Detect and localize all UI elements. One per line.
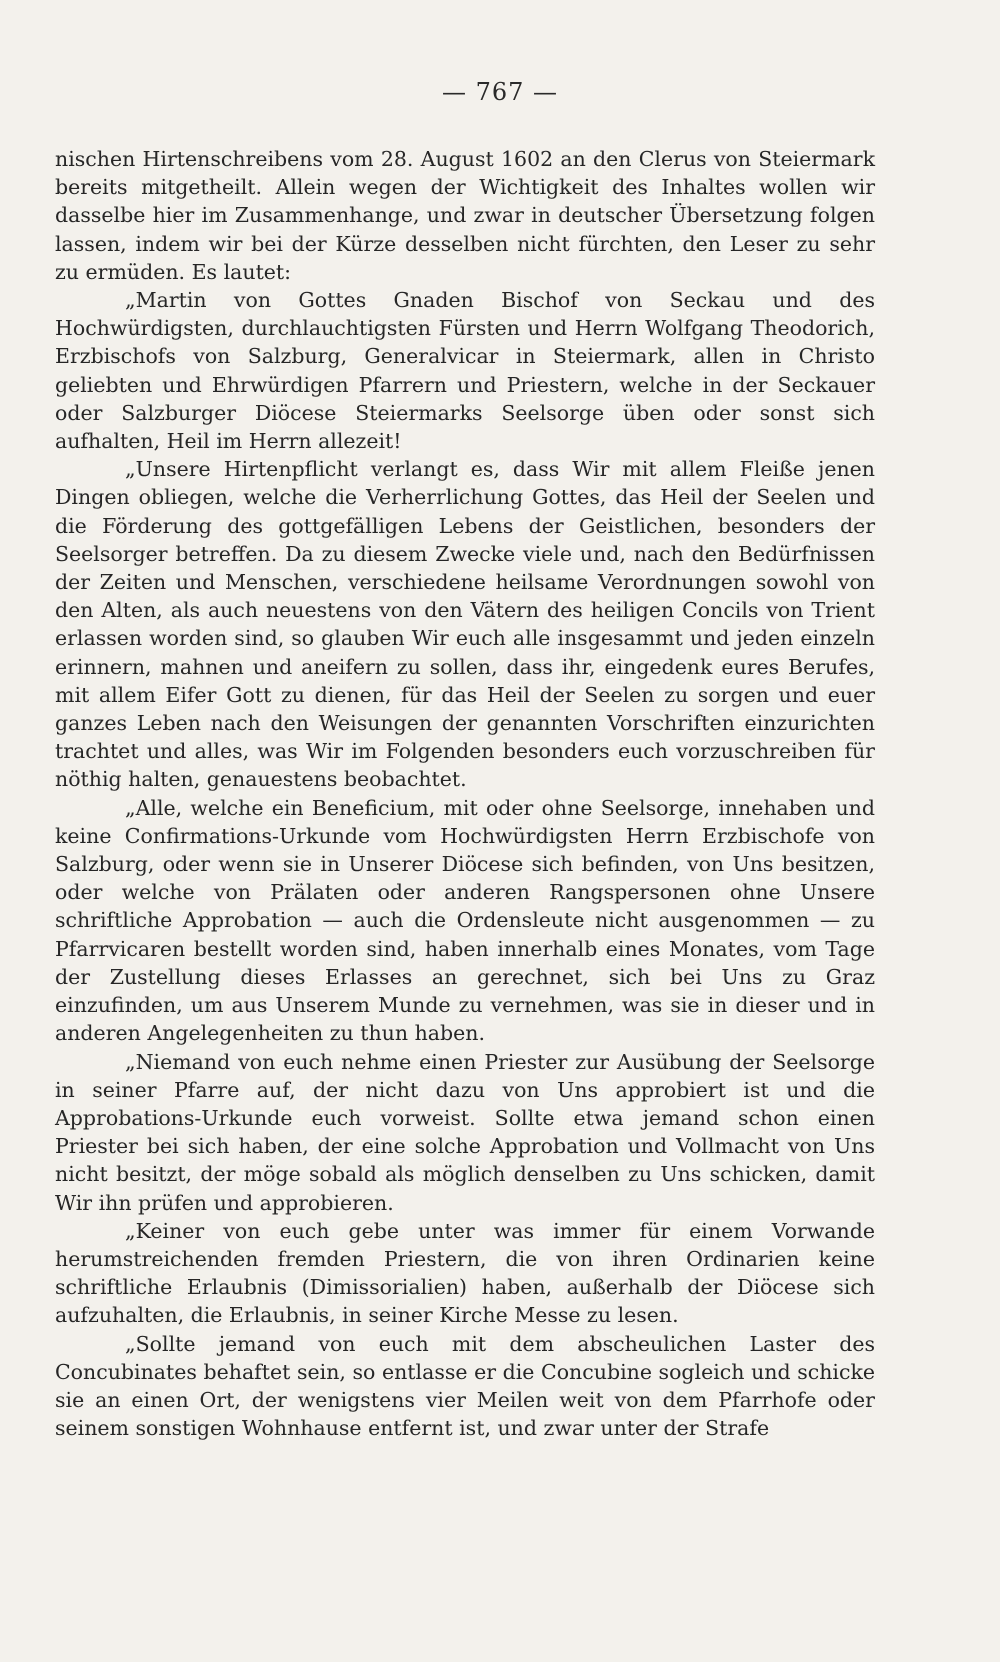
paragraph: „Keiner von euch gebe unter was immer für einem Vorwande herumstreichenden fremden Priestern, die von ihren Ordinarien keine schriftliche Erlaubnis (Dimissorialien) haben, außerhalb der Diöcese sich aufzuhalten, die Erlaubnis, in seiner Kirche Messe zu lesen. xyxy=(55,1218,875,1328)
paragraph: „Niemand von euch nehme einen Priester zur Ausübung der Seelsorge in seiner Pfarre auf, der nicht dazu von Uns approbiert ist und die Approbations-Urkunde euch vorweist. Sollte etwa jemand schon einen Priester bei sich haben, der eine solche Approbation und Vollmacht von Uns nicht besitzt, der möge sobald als möglich denselben zu Uns schicken, damit Wir ihn prüfen und approbieren. xyxy=(55,1049,875,1215)
body-text xyxy=(55,145,875,1442)
paragraph: nischen Hirtenschreibens vom 28. August 1602 an den Clerus von Steiermark bereits mitgetheilt. Allein wegen der Wichtigkeit des Inhaltes wollen wir dasselbe hier im Zusammenhange, und zwar in deutscher Übersetzung folgen lassen, indem wir bei der Kürze desselben nicht fürchten, den Leser zu sehr zu ermüden. Es lautet: xyxy=(55,147,875,284)
paragraph: „Martin von Gottes Gnaden Bischof von Seckau und des Hochwürdigsten, durchlauchtigsten Fürsten und Herrn Wolfgang Theodorich, Erzbischofs von Salzburg, Generalvicar in Steiermark, allen in Christo geliebten und Ehrwürdigen Pfarrern und Priestern, welche in der Seckauer oder Salzburger Diöcese Steiermarks Seelsorge üben oder sonst sich aufhalten, Heil im Herrn allezeit! xyxy=(55,288,875,454)
page-number: — 767 — xyxy=(441,78,559,106)
paragraph: „Unsere Hirtenpflicht verlangt es, dass Wir mit allem Fleiße jenen Dingen obliegen, welche die Verherrlichung Gottes, das Heil der Seelen und die Förderung des gottgefälligen Lebens der Geistlichen, besonders der Seelsorger betreffen. Da zu diesem Zwecke viele und, nach den Bedürfnissen der Zeiten und Menschen, verschiedene heilsame Verordnungen sowohl von den Alten, als auch neuestens von den Vätern des heiligen Concils von Trient erlassen worden sind, so glauben Wir euch alle insgesammt und jeden einzeln erinnern, mahnen und aneifern zu sollen, dass ihr, eingedenk eures Berufes, mit allem Eifer Gott zu dienen, für das Heil der Seelen zu sorgen und euer ganzes Leben nach den Weisungen der genannten Vorschriften einzurichten trachtet und alles, was Wir im Folgenden besonders euch vorzuschreiben für nöthig halten, genauestens beobachtet. xyxy=(55,457,875,792)
paragraph: „Alle, welche ein Beneficium, mit oder ohne Seelsorge, innehaben und keine Confirmations-Urkunde vom Hochwürdigsten Herrn Erzbischofe von Salzburg, oder wenn sie in Unserer Diöcese sich befinden, von Uns besitzen, oder welche von Prälaten oder anderen Rangspersonen ohne Unsere schriftliche Approbation — auch die Ordensleute nicht ausgenommen — zu Pfarrvicaren bestellt worden sind, haben innerhalb eines Monates, vom Tage der Zustellung dieses Erlasses an gerechnet, sich bei Uns zu Graz einzufinden, um aus Unserem Munde zu vernehmen, was sie in dieser und in anderen Angelegenheiten zu thun haben. xyxy=(55,795,875,1046)
paragraph: „Sollte jemand von euch mit dem abscheulichen Laster des Concubinates behaftet sein, so entlasse er die Concubine sogleich und schicke sie an einen Ort, der wenigstens vier Meilen weit von dem Pfarrhofe oder seinem sonstigen Wohnhause entfernt ist, und zwar unter der Strafe xyxy=(55,1331,875,1441)
